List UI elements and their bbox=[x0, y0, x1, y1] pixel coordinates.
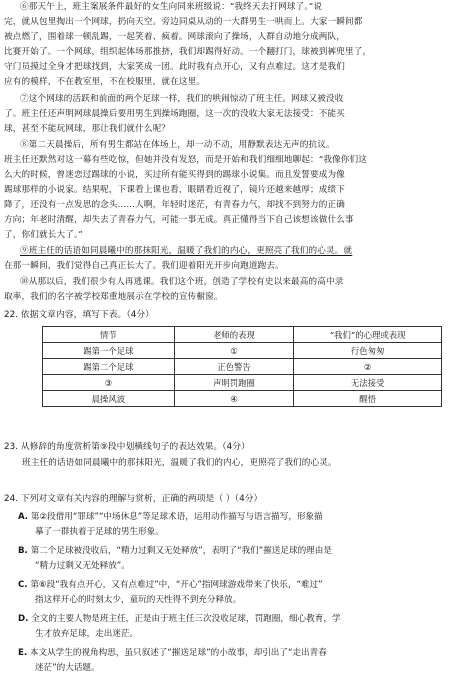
text-line: ⑩从那以后，我们很少有人再逃课。我们这个班，创造了学校有史以来最高的高中录 bbox=[20, 277, 344, 287]
text-line: 在那一瞬间，我们觉得自己真正长大了。我们迎着阳光开步向跑道跑去。 bbox=[4, 261, 284, 271]
table-cell: 踢第一个足球 bbox=[43, 343, 175, 359]
paragraph-6 bbox=[4, 0, 446, 90]
table-header: 老师的表现 bbox=[174, 327, 294, 343]
option-letter: C. bbox=[18, 580, 28, 590]
option-line: 迷茫”的大话题。 bbox=[35, 663, 100, 673]
option-line bbox=[18, 578, 446, 593]
option-line bbox=[18, 510, 446, 525]
option-text: 第②段借用“罪球”“中场休息”等足球术语，运用动作描写与语言描写，形象描 bbox=[30, 512, 323, 522]
option-letter: A. bbox=[18, 512, 29, 522]
text-line: 踢球那样的小说家。结果呢，下课看上课也看，眼睛看近视了，镜片还越来越厚；成绩下 bbox=[4, 185, 346, 195]
answer-text: 班主任的话语如同晨曦中的那抹阳光，温暖了我们的内心，更照亮了我们的心灵。 bbox=[22, 458, 337, 468]
option-line: “精力过剩又无处释放”。 bbox=[35, 561, 130, 571]
table-cell: 无法接受 bbox=[294, 375, 442, 391]
text-line: 应有的模样，不在教室里，不在校服里，就在这里。 bbox=[4, 77, 206, 87]
option-e[interactable] bbox=[18, 646, 446, 676]
text-line: 完，就从包里掏出一个网球，扔向天空。旁边同桌从动的一大群男生一哄而上。大家一瞬间都 bbox=[4, 17, 363, 27]
option-letter: B. bbox=[18, 546, 28, 556]
text-line: 班主任还默然对这一幕有些吃惊，但她并没有发怒，而是开始和我们细细地聊起：“我像你们这 bbox=[4, 155, 368, 165]
text-line: 球，甚至不能玩网球，那让我们就什么呢？ bbox=[4, 124, 171, 134]
underlined-sentence: ⑨班主任的话语如同晨曦中的那抹阳光，温暖了我们的内心，更照亮了我们的心灵。就 bbox=[20, 246, 353, 256]
answer-blank[interactable]: ④ bbox=[174, 391, 294, 407]
table-cell: 正色警告 bbox=[174, 359, 294, 375]
option-text: 第二个足球被没收后，“精力过剩又无处释放”，表明了“我们”摧送足球的理由是 bbox=[30, 546, 332, 556]
table-row bbox=[43, 391, 442, 407]
question-23-label: 23. 从修辞的角度赏析第⑨段中划横线句子的表达效果。（4分） bbox=[4, 442, 250, 452]
table-cell: 踢第二个足球 bbox=[43, 359, 175, 375]
paragraph-10 bbox=[4, 275, 446, 305]
option-b[interactable] bbox=[18, 544, 446, 574]
table-header-row bbox=[43, 327, 442, 343]
fill-in-table bbox=[42, 326, 442, 407]
table-row bbox=[43, 343, 442, 359]
question-24-label: 24. 下列对文章有关内容的理解与赏析，正确的两项是（ ）（4分） bbox=[4, 494, 263, 504]
option-line bbox=[18, 646, 446, 661]
table-header: “我们”的心理或表现 bbox=[294, 327, 442, 343]
option-text: 第⑥段“我有点开心，又有点难过”中，“开心”指网球游戏带来了快乐，“难过” bbox=[30, 580, 323, 590]
option-c[interactable] bbox=[18, 578, 446, 608]
table-cell: 行色匆匆 bbox=[294, 343, 442, 359]
option-line: 指这样开心的时刻太少，童玩的天性得不到充分释放。 bbox=[35, 595, 242, 605]
option-letter: E. bbox=[18, 648, 28, 658]
option-line bbox=[18, 544, 446, 559]
option-line: 摹了一群执着于足球的男生形象。 bbox=[35, 527, 164, 537]
answer-blank[interactable]: ① bbox=[174, 343, 294, 359]
paragraph-9 bbox=[4, 244, 446, 274]
table-row bbox=[43, 375, 442, 391]
option-text: 全文的主要人物是班主任，正是由于班主任三次没收足球，罚跑圈，细心教育，学 bbox=[31, 614, 341, 624]
text-line: 降了，还没有一点发思的念头……人啊，年轻时迷茫，有青春力气，却找不到努力的正确 bbox=[4, 200, 346, 210]
text-line: 么大的时候，曾迷恋过踢球的小说，买过所有能买得到的踢球小说集。而且发誓要成为像 bbox=[4, 170, 346, 180]
option-text: 本文从学生的视角构思，虽只叙述了“摧送足球”的小故事，却引出了“走出青春 bbox=[29, 648, 327, 658]
answer-blank[interactable]: ③ bbox=[43, 375, 175, 391]
option-letter: D. bbox=[18, 614, 29, 624]
text-line: ⑧第二天晨操后，所有男生都站在体场上，却一动不动，用静默表达无声的抗议。 bbox=[20, 140, 335, 150]
text-line: 取率，我们的名字被学校郑重地展示在学校的宣传橱窗。 bbox=[4, 292, 223, 302]
option-a[interactable] bbox=[18, 510, 446, 540]
question-22-label: 22. 依据文章内容，填写下表。（4分） bbox=[4, 310, 154, 320]
option-line: 生才放弃足球，走出迷茫。 bbox=[35, 629, 139, 639]
text-line: 被点燃了，围着球一顿乱踢，一起笑着、疯着。网球滚向了操场，人群自动地分成两队， bbox=[4, 32, 346, 42]
text-line: ⑦这个网球的活跃和前面的两个足球一样，我们的哄闹惊动了班主任。网球又被没收 bbox=[20, 94, 344, 104]
text-line: 方向；年老时清醒，却失去了青春力气，可能一事无成。真正懂得当下自己该想该做什么事 bbox=[4, 215, 354, 225]
question-23-answer bbox=[22, 456, 446, 471]
table-row bbox=[43, 359, 442, 375]
paragraph-7 bbox=[4, 92, 446, 137]
text-line: ⑥那天午上，班主案展条件最好的女生向同来班级说：“我终天去打网球了。”说 bbox=[20, 2, 323, 12]
table-header: 情节 bbox=[43, 327, 175, 343]
table-cell: 声明罚跑圈 bbox=[174, 375, 294, 391]
answer-blank[interactable]: ② bbox=[294, 359, 442, 375]
text-line: 了。班主任还声明网球晨操后要用男生到操场跑圈，这一次的没收大家无法接受：不能买 bbox=[4, 109, 346, 119]
option-line bbox=[18, 612, 446, 627]
text-line: 守门员摸过全身才把球找到，大家笑成一团。此时我有点开心，又有点难过。这才是我们 bbox=[4, 62, 346, 72]
text-line bbox=[4, 244, 446, 259]
table-cell: 晨操风波 bbox=[43, 391, 175, 407]
paragraph-8 bbox=[4, 138, 446, 243]
table-cell: 醒悟 bbox=[294, 391, 442, 407]
option-d[interactable] bbox=[18, 612, 446, 642]
text-line: 比赛开始了。一个网球，组织起体场那推挤，我们却踢得好动。一个翻打门，球被到裤兜里了， bbox=[4, 47, 372, 57]
text-line: 了，你们就长大了。” bbox=[4, 230, 83, 240]
